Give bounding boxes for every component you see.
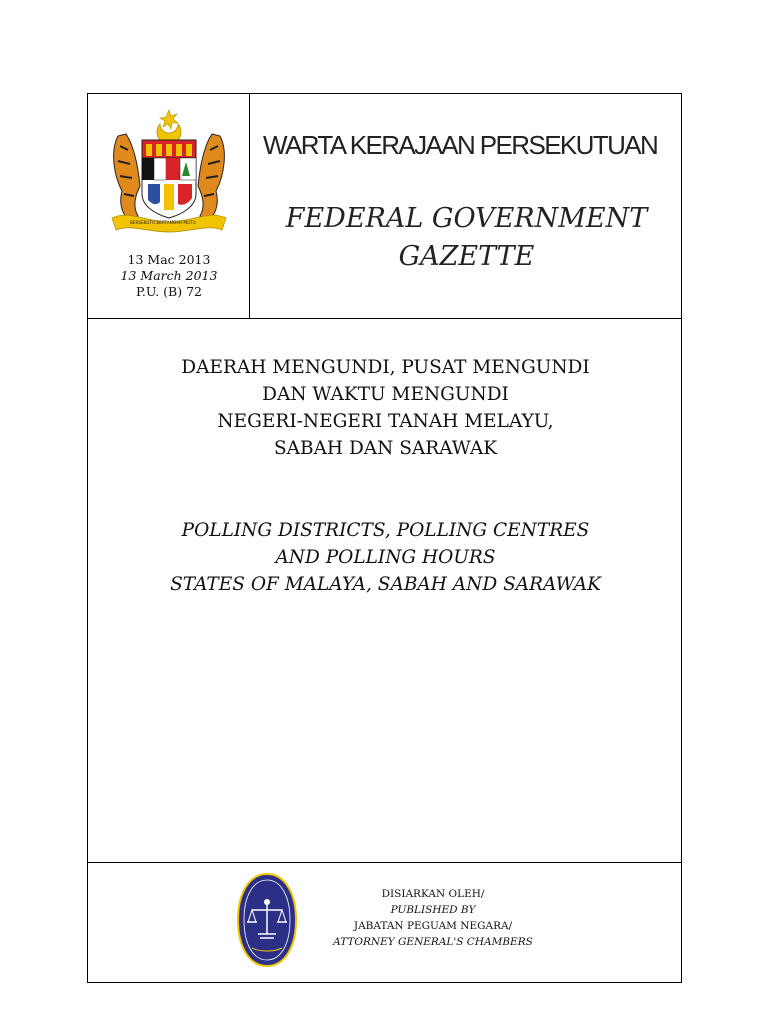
subject-english-line: AND POLLING HOURS [275,547,496,568]
issue-dates [88,252,250,300]
issue-date-ms: 13 Mac 2013 [127,252,211,267]
agency-name-en: ATTORNEY GENERAL'S CHAMBERS [333,936,533,948]
attorney-general-seal-icon [236,872,298,968]
footer-divider [88,862,681,863]
pu-reference: P.U. (B) 72 [135,284,202,299]
header-left-panel [88,94,250,318]
header-divider [88,318,681,319]
subject-malay [88,354,683,462]
subject-malay-line: NEGERI-NEGERI TANAH MELAYU, [217,411,554,432]
subject-english [88,517,683,598]
gazette-cover-frame [87,93,682,983]
gazette-title-english-line1: FEDERAL GOVERNMENT [285,203,648,234]
gazette-title-english [250,200,683,276]
subject-malay-line: SABAH DAN SARAWAK [273,438,498,459]
crest-motto: BERSEKUTU BERTAMBAH MUTU [130,220,196,225]
gazette-title-english-line2: GAZETTE [398,241,535,272]
issue-date-en: 13 March 2013 [120,268,218,283]
subject-malay-line: DAN WAKTU MENGUNDI [262,384,509,405]
agency-name-ms: JABATAN PEGUAM NEGARA/ [353,920,513,932]
gazette-title-malay: WARTA KERAJAAN PERSEKUTUAN [263,130,658,160]
coat-of-arms-icon [108,106,230,240]
published-by-en: PUBLISHED BY [390,904,476,916]
subject-malay-line: DAERAH MENGUNDI, PUSAT MENGUNDI [181,357,590,378]
publisher-block [293,886,573,950]
subject-english-line: STATES OF MALAYA, SABAH AND SARAWAK [170,574,601,595]
subject-english-line: POLLING DISTRICTS, POLLING CENTRES [181,520,590,541]
published-by-ms: DISIARKAN OLEH/ [381,888,485,900]
